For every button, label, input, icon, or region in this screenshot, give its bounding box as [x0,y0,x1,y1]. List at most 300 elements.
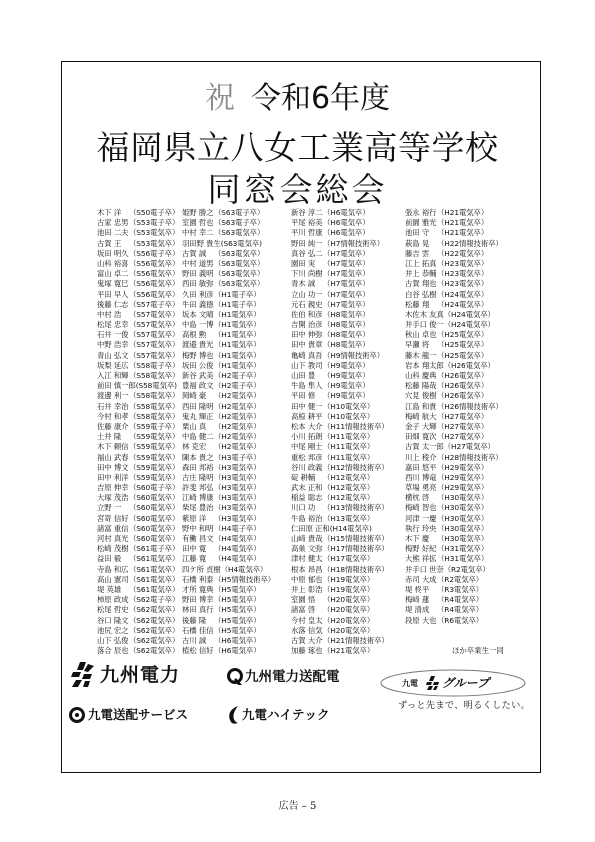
member-name: 白谷 弘樹 [405,289,437,299]
member-class: （S56電気卒） [129,279,180,289]
list-item [405,330,503,340]
list-item [182,646,275,656]
member-class: （H7電気卒） [323,258,370,268]
member-name: 野田 博幸 [182,595,214,605]
member-class: （H26情報技術卒） [437,401,503,411]
member-name: 田中 伸弥 [291,330,323,340]
member-class: (S58電気卒) [135,381,177,391]
member-class: （H26電気卒） [443,360,495,370]
list-item [97,371,179,381]
member-name: 亀崎 真吾 [291,350,323,360]
list-item [182,402,275,412]
member-name: 土井 隆 [97,432,122,442]
member-name: 坂本 文晴 [182,309,214,319]
list-item [97,575,179,585]
member-name: 有働 昌文 [182,534,214,543]
member-column-1 [97,208,179,656]
member-class: （H6電気卒） [214,635,261,645]
member-name: 諸富 啓 [291,605,316,615]
member-class: （H15情報技術卒） [323,534,389,543]
list-item [182,575,275,585]
member-class: （H12情報技術卒） [323,462,389,472]
list-item [291,605,389,615]
member-name: 石橋 佳信 [182,625,214,635]
list-item [182,290,275,300]
member-name: 中島 一博 [182,320,214,330]
member-class: （H1電気卒） [214,350,261,360]
member-class: （H3電気卒） [214,483,261,493]
list-item [97,228,179,238]
member-name: 穴見 俊樹 [405,391,437,401]
member-class: （S59電気卒） [129,472,180,482]
member-class: （R2電気卒） [443,564,490,574]
member-class: （H29電気卒） [437,472,489,482]
list-item [405,565,503,575]
list-item [182,218,275,228]
member-name: 姫野 勝之 [182,208,214,217]
member-class: （S62電気卒） [129,615,180,625]
list-item [182,391,275,401]
list-item [291,259,389,269]
list-item [97,646,179,656]
member-name: 坂梨 延広 [97,360,129,370]
list-item [405,351,503,361]
member-class: （H30電気卒） [437,523,489,533]
member-class: （H30電気卒） [437,503,489,513]
list-item [182,381,275,391]
member-name: 森田 邦裕 [182,462,214,472]
list-item [291,473,389,483]
member-name: 古賀 王 [97,238,122,248]
member-class: （H2電子卒） [214,381,261,391]
member-class: （H9電気卒） [323,360,370,370]
list-item [291,310,389,320]
list-item [97,249,179,259]
list-item [97,432,179,442]
member-name: 山科 裕喜 [97,258,129,268]
member-name: 久田 利彦 [182,289,214,299]
list-item [291,544,389,554]
list-item [182,259,275,269]
list-item [405,228,503,238]
member-name: 前園 雅光 [405,218,437,228]
member-class: （S60電子卒） [129,483,180,493]
member-name: 平田 修 [291,391,316,401]
member-class: （S61電気卒） [129,564,180,574]
list-item [182,616,275,626]
list-item [291,422,389,432]
member-class: （S56電子卒） [129,248,180,258]
list-item [182,330,275,340]
member-class: （H5電気卒） [214,584,261,594]
member-name: 園田 実 [291,258,316,268]
member-class: （H9電気卒） [323,381,370,391]
member-class: （S50電子卒） [129,208,180,217]
member-name: 野田 義明 [182,269,214,279]
list-item [291,351,389,361]
list-item [97,351,179,361]
member-class: （H8電気卒） [323,330,370,340]
member-class: （H25電気卒） [437,340,489,350]
list-item [405,391,503,401]
member-name: 横枕 啓 [405,493,430,503]
member-name: 津村 健太 [291,554,323,564]
list-item [405,483,503,493]
member-name: 富山 卓二 [97,269,129,279]
member-class: （H31電気卒） [437,554,489,564]
list-item [405,279,503,289]
list-item [405,463,503,473]
member-name: 池田 二夫 [97,228,129,238]
member-class: （H6電気卒） [214,646,261,656]
member-name: 室園 哲也 [182,218,214,228]
member-name: 高巣 文弥 [291,544,323,554]
list-item [97,361,179,371]
member-class: （H5電気卒） [214,605,261,615]
list-item [291,239,389,249]
list-item [291,483,389,493]
list-item [182,534,275,544]
member-class: （H2電気卒） [214,401,261,411]
member-name: 福山 武春 [97,452,129,462]
member-name: 田中 貴章 [291,340,323,350]
member-class: （H8電気卒） [323,320,370,330]
list-item [291,514,389,524]
member-class: （S59電気卒） [129,452,180,462]
list-item [97,544,179,554]
member-name: 堤 清成 [405,605,430,615]
member-name: 許斐 邦弘 [182,483,214,493]
member-class: (H14電気卒) [329,523,372,533]
group-name: 九電 [402,679,418,688]
list-item [182,585,275,595]
member-class: （R2電気卒） [437,574,484,584]
list-item [291,269,389,279]
member-name: 才所 寛典 [182,584,214,594]
member-class: （H11電気卒） [323,452,375,462]
member-name: 高山 憲司 [97,574,129,584]
member-class: （H3電気卒） [214,493,261,503]
member-name: 高椋 耕平 [291,411,323,421]
member-class: （H4電気卒） [214,534,261,543]
member-class: （H1電気卒） [214,320,261,330]
member-name: 松尾 哲史 [97,605,129,615]
member-name: 木下 洋 [97,208,122,217]
list-item [182,228,275,238]
member-name: 山田 豊 [291,371,316,380]
member-name: 元石 親史 [291,299,323,309]
member-class: （H2電気卒） [214,432,261,442]
member-class: （H20電気卒） [323,595,375,605]
member-column-2 [182,208,275,656]
member-class: （H31電気卒） [437,544,489,554]
member-class: （S58電気卒） [129,411,180,421]
member-name: 寺島 和広 [97,564,129,574]
member-class: （H20電気卒） [323,605,375,615]
list-item [291,320,389,330]
member-class: （H9電気卒） [323,371,370,380]
member-class: （H24電気卒） [437,299,489,309]
member-name: 松崎 茂樹 [97,544,129,554]
member-class: （S63電気卒） [214,258,265,268]
list-item [291,554,389,564]
list-item [291,646,389,656]
list-item [182,279,275,289]
list-item [405,300,503,310]
list-item [405,402,503,412]
member-class: （H23電気卒） [437,269,489,279]
member-name: 早瀬 将 [405,340,430,350]
member-class: （S63電気卒） [214,248,265,258]
member-name: 野田 純一 [291,238,323,248]
list-item [291,453,389,463]
member-class: （H25電気卒） [437,350,489,360]
member-class: （H18情報技術卒） [323,564,389,574]
member-class: （S61電気卒） [129,584,180,594]
member-class: （H12電気卒） [323,493,375,503]
school-name: 福岡県立八女工業高等学校 [96,128,499,167]
list-item [405,575,503,585]
member-name: 西田 敏弥 [182,279,214,289]
member-name: 中村 道男 [182,258,214,268]
list-item [182,463,275,473]
member-class: （H25電気卒） [437,330,489,340]
member-class: （S56電気卒） [129,258,180,268]
member-name: 嘉田 悠平 [405,462,437,472]
member-class: （S58電気卒） [129,391,180,401]
member-class: （H28情報技術卒） [437,452,503,462]
member-class: （H21電気卒） [437,228,489,238]
member-class: （S53電気卒） [129,228,180,238]
member-class: （H3電気卒） [214,513,261,523]
list-item [405,534,503,544]
member-class: （S59電気卒） [129,462,180,472]
list-item [97,473,179,483]
member-class: （R6電気卒） [437,615,484,625]
list-item [291,463,389,473]
list-item [182,514,275,524]
member-name: 坂田 公俊 [182,360,214,370]
member-class: (S63電気卒) [220,238,262,248]
member-name: 田畑 寛次 [405,432,437,442]
list-item [182,249,275,259]
member-name: 仁田原 正和 [291,523,330,533]
member-class: （H29電気卒） [437,462,489,472]
member-class: （S60電気卒） [129,534,180,543]
list-item [405,422,503,432]
list-item [405,310,503,320]
member-class: （H11電気卒） [323,432,375,442]
list-item [291,636,389,646]
list-item [291,575,389,585]
list-item [182,412,275,422]
member-name: 池田 守 [405,228,430,238]
member-name: 谷川 政義 [291,462,323,472]
member-class: （H19電気卒） [323,574,375,584]
list-item [405,320,503,330]
member-name: 中尾 剛士 [291,442,323,452]
member-class: （H2電気卒） [214,421,261,431]
list-item [182,208,275,218]
member-name: 佐伯 和彦 [291,309,323,319]
member-name: 堤 英雄 [97,584,122,594]
list-item [97,290,179,300]
member-class: （H30電気卒） [437,513,489,523]
member-name: 水落 信気 [291,625,323,635]
member-class: （H13情報技術卒） [323,503,389,513]
member-name: 張永 裕行 [405,208,437,217]
member-class: （S60電気卒） [129,493,180,503]
list-item [405,585,503,595]
list-item [182,432,275,442]
member-name: 柴尾 豊治 [182,503,214,513]
member-class: （H7電気卒） [323,279,370,289]
kyuden-group-logo [378,668,531,714]
member-class: （H5情報技術卒） [214,574,276,584]
member-class: （H22情報技術卒） [437,238,503,248]
hitech-name: 九電ハイテック [242,707,330,722]
list-item [182,524,275,534]
member-name: 立野 一 [97,503,122,513]
member-class: （H9電気卒） [323,391,370,401]
list-item [97,269,179,279]
member-class: （H7電気卒） [323,299,370,309]
member-class: （H2電気卒） [214,411,261,421]
member-name: 牛島 裕治 [291,513,323,523]
list-item [97,493,179,503]
member-class: （H1電子卒） [214,299,261,309]
member-column-3 [291,208,389,656]
swoosh-icon [226,705,242,725]
member-class: （S53電気卒） [129,238,180,248]
member-name: 藤木 龍一 [405,350,437,360]
member-name: 藤吉 雲 [405,248,430,258]
list-item [291,381,389,391]
member-class: （H20電気卒） [323,615,375,625]
member-class: （H27電気卒） [437,421,489,431]
list-item [405,493,503,503]
list-item [97,208,179,218]
member-class: （H3電気卒） [214,503,261,513]
list-item [182,239,275,249]
member-class: （S57電気卒） [129,340,180,350]
list-item [291,595,389,605]
group-label: グループ [442,676,490,690]
member-name: 牛島 隼人 [291,381,323,391]
list-item [97,239,179,249]
list-item [97,636,179,646]
member-name: 古庄 隆明 [182,472,214,482]
member-class: （S62電気卒） [129,605,180,615]
list-item [291,330,389,340]
list-item [291,300,389,310]
member-name: 山﨑 貴哉 [291,534,323,543]
q-bolt-icon [226,667,244,687]
member-name: 山科 慶典 [405,371,437,380]
list-item [405,544,503,554]
member-class: （S63電子卒） [214,218,265,228]
list-item [182,371,275,381]
member-name: 室園 悟 [291,595,316,605]
member-class: （H9情報技術卒） [323,350,385,360]
list-item [291,412,389,422]
list-item [405,605,503,615]
list-item [291,279,389,289]
member-name: 碇 耕輔 [291,472,316,482]
list-item [405,269,503,279]
member-class: （S56電気卒） [129,269,180,279]
list-item [291,493,389,503]
member-name: 鬼丸 輝正 [182,411,214,421]
list-item [182,300,275,310]
member-name: 小川 拓朗 [291,432,323,442]
member-class: （R4電気卒） [437,605,484,615]
member-name: 山下 弘俊 [97,635,129,645]
member-name: 稲益 聡志 [291,493,323,503]
list-item [291,218,389,228]
list-item [97,503,179,513]
member-name: 武末 正和 [291,483,323,493]
list-item [291,616,389,626]
member-name: 大塚 茂浩 [97,493,129,503]
list-item [97,453,179,463]
member-class: （H24電気卒） [443,309,495,319]
list-item [405,554,503,564]
list-item [97,534,179,544]
member-class: （S57電気卒） [129,330,180,340]
member-name: 古賀 誠 [182,248,207,258]
member-name: 谷口 隆文 [97,615,129,625]
member-class: （S57電子卒） [129,299,180,309]
member-class: （H6電気卒） [323,218,370,228]
page-footer: 広告 – 5 [278,801,317,812]
group-mark-icon [426,676,440,690]
list-item [97,422,179,432]
member-class: （H27電気卒） [437,432,489,442]
list-item [405,259,503,269]
member-name: 下川 尚樹 [291,269,323,279]
member-name: 木下 慶 [405,534,430,543]
list-item [97,412,179,422]
member-class: （H3電気卒） [214,462,261,472]
list-item [97,524,179,534]
member-name: 井上 恭輔 [405,269,437,279]
member-name: 植松 信好 [182,646,214,656]
member-class: （H7電気卒） [323,289,370,299]
member-class: （H27電気卒） [437,411,489,421]
member-name: 梅崎 智也 [405,503,437,513]
list-item [97,442,179,452]
member-name: 梅野 博也 [182,350,214,360]
member-class: （H26電気卒） [437,391,489,401]
member-name: 栗山 真 [182,421,207,431]
member-class: （R4電気卒） [437,595,484,605]
list-item [405,503,503,513]
member-name: 萩島 晃 [405,238,430,248]
member-name: 今村 皇太 [291,615,323,625]
list-item [291,290,389,300]
member-name: 赤司 大成 [405,574,437,584]
member-name: 中村 幸二 [182,228,214,238]
list-item [182,310,275,320]
member-name: 河村 真光 [97,534,129,543]
list-item [97,300,179,310]
list-item [291,534,389,544]
list-item [405,595,503,605]
list-item [291,391,389,401]
member-class: （H24電気卒） [437,289,489,299]
member-name: 江島 和貴 [405,401,437,411]
